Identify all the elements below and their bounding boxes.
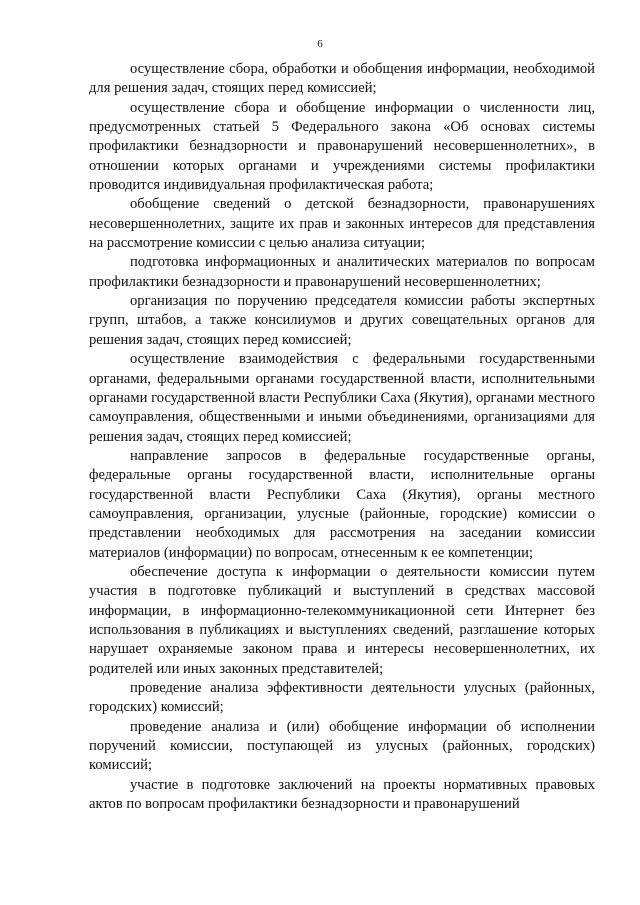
paragraph-information-access: обеспечение доступа к информации о деятельности комиссии путем участия в подготовке публикаций и выступлений в средствах массовой информации, в информационно-телекоммуникационной сети Интернет без использования в публикациях и выступлениях сведений, разглашение которых нарушает охраняемые законом права и интересы несовершеннолетних, их родителей или иных законных представителей; (89, 563, 595, 677)
paragraph-efficiency-analysis: проведение анализа эффективности деятельности улусных (районных, городских) комиссий; (89, 680, 595, 716)
paragraph-instructions-analysis: проведение анализа и (или) обобщение информации об исполнении поручений комиссии, поступающей из улусных (районных, городских) комиссий; (89, 718, 595, 774)
paragraph-requests: направление запросов в федеральные государственные органы, федеральные органы государственной власти, исполнительные органы государственной власти Республики Саха (Якутия), органы местного самоуправления, организации, улусные (районные, городские) комиссии о представлении необходимых для рассмотрения на заседании комиссии материалов (информации) по вопросам, отнесенным к ее компетенции; (89, 447, 595, 561)
page-number: 6 (317, 38, 323, 50)
paragraph-draft-conclusions: участие в подготовке заключений на проекты нормативных правовых актов по вопросам профилактики безнадзорности и правонарушений (89, 776, 595, 813)
paragraph-info-collection: осуществление сбора, обработки и обобщения информации, необходимой для решения задач, стоящих перед комиссией; (89, 61, 595, 97)
paragraph-neglect-summary: обобщение сведений о детской безнадзорности, правонарушениях несовершеннолетних, защите их прав и законных интересов для представления на рассмотрение комиссии с целью анализа ситуации; (89, 196, 595, 252)
paragraph-analytical-materials: подготовка информационных и аналитических материалов по вопросам профилактики безнадзорности и правонарушений несовершеннолетних; (89, 254, 595, 290)
document-body (89, 60, 595, 814)
paragraph-expert-groups: организация по поручению председателя комиссии работы экспертных групп, штабов, а также консилиумов и других совещательных органов для решения задач, стоящих перед комиссией; (89, 293, 595, 348)
paragraph-interaction: осуществление взаимодействия с федеральными государственными органами, федеральными органами государственной власти, исполнительными органами государственной власти Республики Саха (Якутия), органами местного самоуправления, общественными и иными объединениями, организациями для решения задач, стоящих перед комиссией; (89, 351, 595, 445)
paragraph-persons-count: осуществление сбора и обобщение информации о численности лиц, предусмотренных статьей 5 Федерального закона «Об основах системы профилактики безнадзорности и правонарушений несовершеннолетних», в отношении которых органами и учреждениями системы профилактики проводится индивидуальная профилактическая работа; (89, 99, 595, 194)
